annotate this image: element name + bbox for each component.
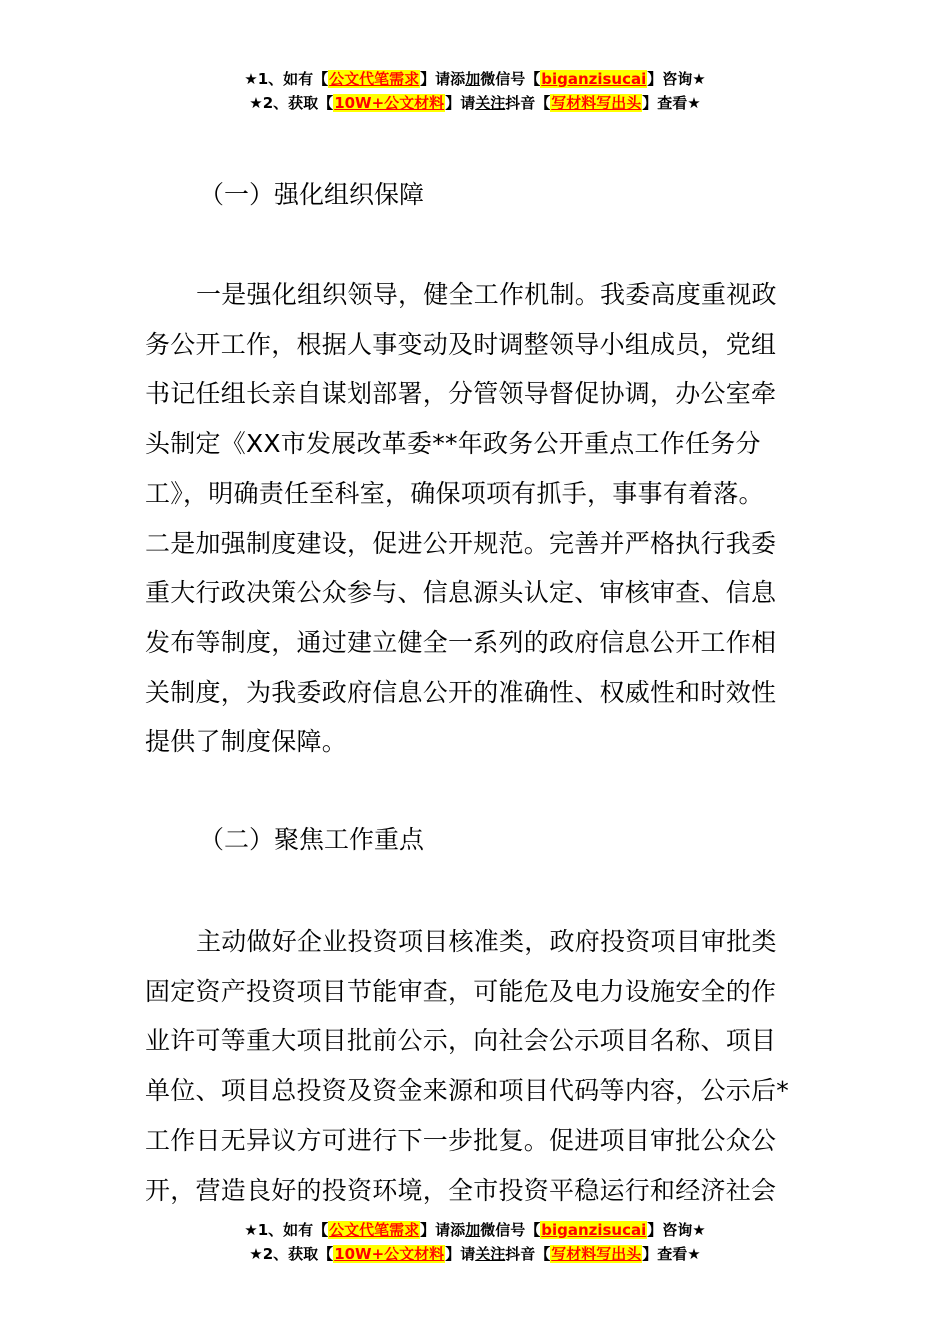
bottom-promo-banner xyxy=(0,1218,950,1266)
promo-text: 】请添 xyxy=(420,1221,466,1239)
section-heading-1: （一）强化组织保障 xyxy=(199,180,425,209)
promo-text: 抖音【 xyxy=(505,1245,551,1263)
body-line: 固定资产投资项目节能审查，可能危及电力设施安全的作 xyxy=(145,976,777,1006)
body-line: 工》，明确责任至科室，确保项项有抓手，事事有着落。 xyxy=(145,478,764,508)
body-line: 工作日无异议方可进行下一步批复。促进项目审批公众公 xyxy=(145,1125,777,1155)
promo-wechat-id: biganzisucai xyxy=(541,70,647,88)
promo-underline: 加 xyxy=(465,1221,481,1239)
body-line: 主动做好企业投资项目核准类，政府投资项目审批类 xyxy=(196,927,777,956)
promo-text: ★1、如有【 xyxy=(244,1221,329,1239)
top-promo-banner xyxy=(0,67,950,115)
promo-text: 】查看★ xyxy=(642,94,701,112)
promo-text: 】咨询★ xyxy=(647,1221,706,1239)
promo-text: 抖音【 xyxy=(505,94,551,112)
body-line: 提供了制度保障。 xyxy=(145,727,348,757)
body-line: 重大行政决策公众参与、信息源头认定、审核审查、信息 xyxy=(145,578,777,608)
body-line: 发布等制度，通过建立健全一系列的政府信息公开工作相 xyxy=(145,627,777,657)
promo-line-1 xyxy=(0,1218,950,1242)
promo-highlight: 公文代笔需求 xyxy=(329,70,420,88)
promo-douyin-id: 写材料写出头 xyxy=(551,94,642,112)
body-line: 单位、项目总投资及资金来源和项目代码等内容，公示后* xyxy=(145,1076,790,1106)
promo-text: 微信号【 xyxy=(480,70,541,88)
promo-underline: 加 xyxy=(465,70,481,88)
promo-line-2 xyxy=(0,91,950,115)
promo-text: ★1、如有【 xyxy=(244,70,329,88)
section-body-2 xyxy=(145,917,809,1215)
promo-highlight: 10W+公文材料 xyxy=(334,94,445,112)
body-line: 务公开工作，根据人事变动及时调整领导小组成员，党组 xyxy=(145,329,777,359)
body-line: 开，营造良好的投资环境，全市投资平稳运行和经济社会 xyxy=(145,1175,777,1205)
promo-highlight: 公文代笔需求 xyxy=(329,1221,420,1239)
body-line: 业许可等重大项目批前公示，向社会公示项目名称、项目 xyxy=(145,1026,777,1056)
promo-text: ★2、获取【 xyxy=(249,94,334,112)
promo-text: ★2、获取【 xyxy=(249,1245,334,1263)
body-line: 头制定《XX市发展改革委**年政务公开重点工作任务分 xyxy=(145,429,761,459)
promo-underline: 关注 xyxy=(475,94,506,112)
promo-text: 】请 xyxy=(445,94,476,112)
section-body-1 xyxy=(145,270,809,767)
promo-wechat-id: biganzisucai xyxy=(541,1221,647,1239)
promo-line-2 xyxy=(0,1242,950,1266)
promo-douyin-id: 写材料写出头 xyxy=(551,1245,642,1263)
body-line: 关制度，为我委政府信息公开的准确性、权威性和时效性 xyxy=(145,677,777,707)
promo-text: 】请 xyxy=(445,1245,476,1263)
body-line: 一是强化组织领导，健全工作机制。我委高度重视政 xyxy=(196,280,777,309)
promo-text: 】查看★ xyxy=(642,1245,701,1263)
promo-underline: 关注 xyxy=(475,1245,506,1263)
body-line: 书记任组长亲自谋划部署，分管领导督促协调，办公室牵 xyxy=(145,379,777,409)
promo-text: 】咨询★ xyxy=(647,70,706,88)
body-line: 二是加强制度建设，促进公开规范。完善并严格执行我委 xyxy=(145,528,777,558)
promo-text: 】请添 xyxy=(420,70,466,88)
promo-text: 微信号【 xyxy=(480,1221,541,1239)
section-heading-2: （二）聚焦工作重点 xyxy=(199,825,425,854)
promo-highlight: 10W+公文材料 xyxy=(334,1245,445,1263)
promo-line-1 xyxy=(0,67,950,91)
